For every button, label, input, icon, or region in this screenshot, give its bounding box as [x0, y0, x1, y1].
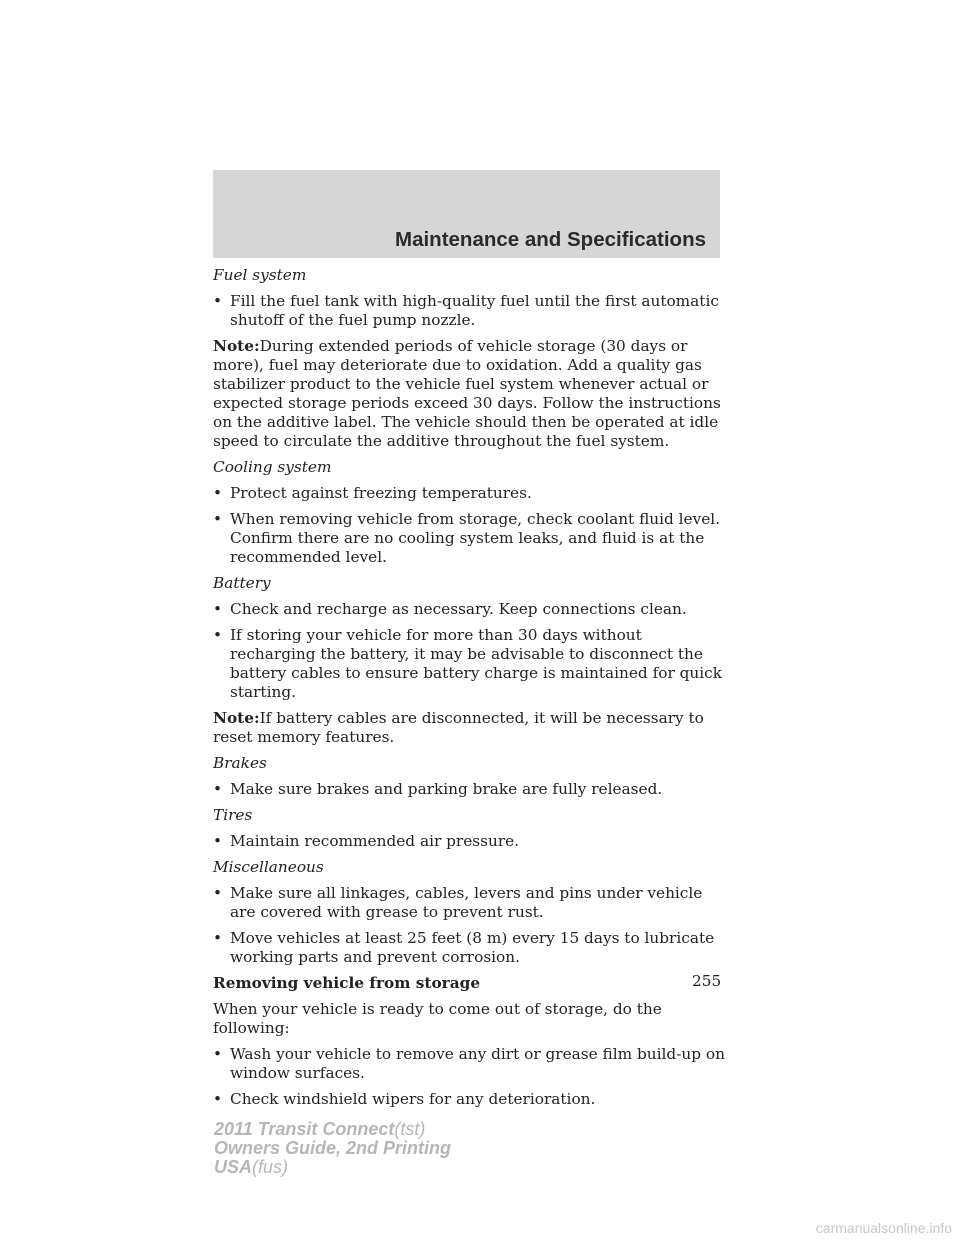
- document-footer: [214, 1120, 451, 1177]
- battery-heading: Battery: [213, 574, 271, 592]
- watermark: carmanualsonline.info: [815, 1220, 952, 1236]
- brakes-heading: Brakes: [213, 754, 267, 772]
- section-header-band: [213, 170, 720, 258]
- bullet-icon: •: [213, 1090, 223, 1108]
- bullet-icon: •: [213, 832, 223, 850]
- bullet-icon: •: [213, 600, 223, 618]
- removing-storage-heading: Removing vehicle from storage: [213, 974, 481, 992]
- bullet-icon: •: [213, 780, 223, 798]
- list-item: • When removing vehicle from storage, check coolant fluid level. Confirm there are no cooling system leaks, and fluid is at the recommended level.: [213, 510, 721, 566]
- cooling-system-heading: Cooling system: [213, 458, 332, 476]
- list-item: • If storing your vehicle for more than 30 days without recharging the battery, it may be advisable to disconnect the battery cables to ensure battery charge is maintained for quick starting.: [213, 626, 723, 701]
- list-item: • Make sure all linkages, cables, levers and pins under vehicle are covered with grease to prevent rust.: [213, 884, 703, 921]
- footer-line-2: Owners Guide, 2nd Printing: [214, 1138, 452, 1158]
- list-item: • Protect against freezing temperatures.: [213, 484, 532, 502]
- page-content: [213, 266, 728, 1116]
- list-item: • Wash your vehicle to remove any dirt or grease film build-up on window surfaces.: [213, 1045, 725, 1082]
- list-item: • Fill the fuel tank with high-quality fuel until the first automatic shutoff of the fuel pump nozzle.: [213, 292, 719, 329]
- fuel-note: Note:During extended periods of vehicle storage (30 days or more), fuel may deteriorate due to oxidation. Add a quality gas stabilizer product to the vehicle fuel system whenever actual or expected storage periods exceed 30 days. Follow the instructions on the additive label. The vehicle should then be operated at idle speed to circulate the additive throughout the fuel system.: [213, 337, 721, 450]
- fuel-system-heading: Fuel system: [213, 266, 307, 284]
- page-number: 255: [692, 972, 722, 990]
- list-item: • Check windshield wipers for any deterioration.: [213, 1090, 596, 1108]
- bullet-icon: •: [213, 484, 223, 502]
- miscellaneous-heading: Miscellaneous: [213, 858, 324, 876]
- bullet-icon: •: [213, 292, 223, 310]
- section-title: Maintenance and Specifications: [395, 228, 706, 251]
- tires-heading: Tires: [213, 806, 253, 824]
- list-item: • Move vehicles at least 25 feet (8 m) every 15 days to lubricate working parts and prevent corrosion.: [213, 929, 715, 966]
- removing-intro: When your vehicle is ready to come out of storage, do the following:: [213, 1000, 662, 1037]
- bullet-icon: •: [213, 884, 223, 902]
- note-label: Note:: [213, 337, 260, 355]
- list-item: • Check and recharge as necessary. Keep connections clean.: [213, 600, 687, 618]
- bullet-icon: •: [213, 510, 223, 528]
- battery-note: Note:If battery cables are disconnected, it will be necessary to reset memory features.: [213, 709, 704, 746]
- footer-line-1: 2011 Transit Connect(tst): [214, 1119, 426, 1139]
- bullet-icon: •: [213, 1045, 223, 1063]
- bullet-icon: •: [213, 929, 223, 947]
- list-item: • Maintain recommended air pressure.: [213, 832, 520, 850]
- list-item: • Make sure brakes and parking brake are fully released.: [213, 780, 663, 798]
- note-label: Note:: [213, 709, 260, 727]
- footer-line-3: USA(fus): [214, 1157, 289, 1177]
- bullet-icon: •: [213, 626, 223, 644]
